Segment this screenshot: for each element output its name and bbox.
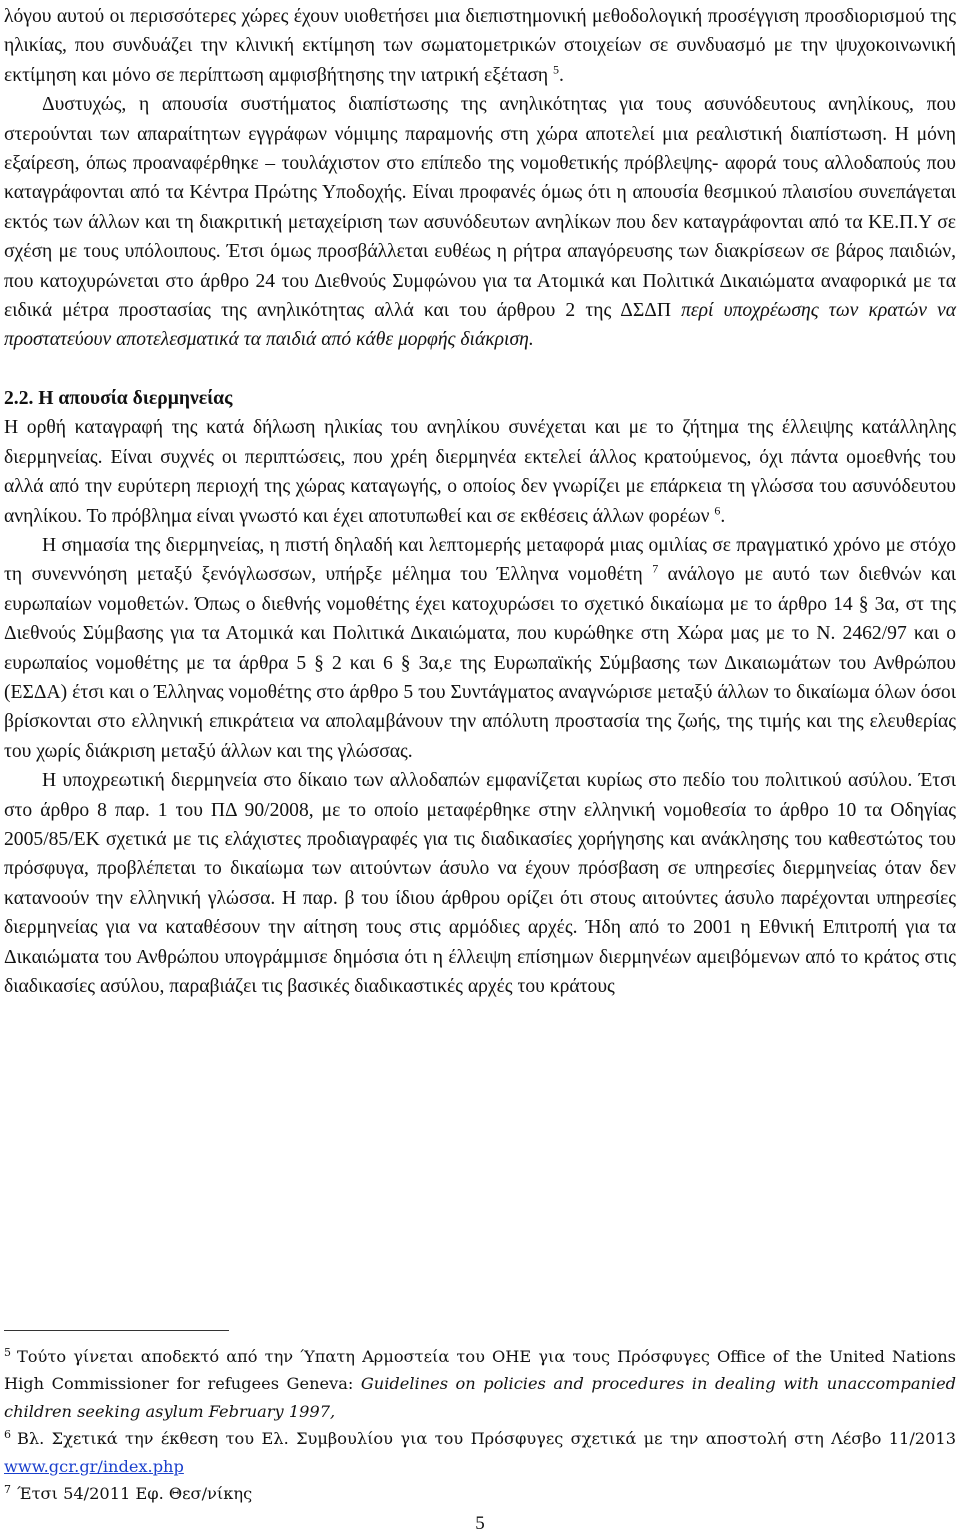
footnote-ref-7[interactable]: 7	[652, 561, 659, 576]
italic-phrase: περί υποχρέωσης των κρατών να προστατεύουν αποτελεσματικά τα παιδιά από κάθε μορφής διάκριση.	[4, 300, 957, 351]
footnotes	[4, 1330, 956, 1507]
paragraph-text: Η υποχρεωτική διερμηνεία στο δίκαιο των αλλοδαπών εμφανίζεται κυρίως στο πεδίο του πολιτικού ασύλου. Έτσι στο άρθρο 8 παρ. 1 του ΠΔ 90/2008, με το οποίο μεταφέρθηκε στην ελληνική νομοθεσία το άρθρο 10 τα Οδηγίας 2005/85/ΕΚ σχετικά με τις ελάχιστες προδιαγραφές για τις διαδικασίες χορήγησης και ανάκλησης του καθεστώτος του πρόσφυγα, προβλέπεται το δικαίωμα των αιτούντων άσυλο να έχουν πρόσβαση σε υπηρεσίες διερμηνείας όταν δεν κατανοούν την ελληνική γλώσσα. Η παρ. β του ίδιου άρθρου ορίζει ότι στους αιτούντες άσυλο παρέχονται υπηρεσίες διερμηνείας για να καταθέσουν την αίτηση τους στις αρμόδιες αρχές. Ήδη από το 2001 η Εθνική Επιτροπή για τα Δικαιώματα του Ανθρώπου υπογράμμισε δημόσια ότι η έλλειψη επίσημων διερμηνέων αμειβόμενων από το κράτος στις διαδικασίες ασύλου, παραβιάζει τις βασικές διαδικαστικές αρχές του κράτους	[4, 770, 956, 997]
paragraph-text: Δυστυχώς, η απουσία συστήματος διαπίστωσης της ανηλικότητας για τους ασυνόδευτους ανηλίκους, που στερούνται των απαραίτητων εγγράφων νόμιμης παραμονής στη χώρα αποτελεί μια ρεαλιστική διαπίστωση. Η μόνη εξαίρεση, όπως προαναφέρθηκε – τουλάχιστον στο επίπεδο της νομοθετικής πρόβλεψης- αφορά τους αλλοδαπούς που καταγράφονται από τα Κέντρα Πρώτης Υποδοχής. Είναι προφανές όμως ότι η απουσία θεσμικού πλαισίου συνεπάγεται εκτός των άλλων και τη διακριτική μεταχείριση των ασυνόδευτων ανηλίκων που δεν καταγράφονται από τα ΚΕ.Π.Υ σε σχέση με τους υπόλοιπους. Έτσι όμως προσβάλλεται ευθέως η ρήτρα απαγόρευσης των διακρίσεων σε βάρος παιδιών, που κατοχυρώνεται στο άρθρο 24 του Διεθνούς Συμφώνου για τα Ατομικά και Πολιτικά Δικαιώματα αναφορικά με τα ειδικά μέτρα προστασίας της ανηλικότητας αλλά και του άρθρου 2 της ΔΣΔΠ	[4, 94, 956, 322]
section-heading: 2.2. Η απουσία διερμηνείας	[4, 387, 233, 409]
footnote-5	[4, 1343, 956, 1425]
footnote-link[interactable]: www.gcr.gr/index.php	[4, 1456, 184, 1476]
paragraph-1	[4, 90, 956, 355]
paragraph-4	[4, 766, 956, 1001]
footnote-number: 6	[4, 1427, 11, 1441]
footnote-6	[4, 1425, 956, 1480]
paragraph-3	[4, 531, 956, 766]
footnote-number: 7	[4, 1482, 11, 1496]
footnote-number: 5	[4, 1345, 11, 1359]
footnote-ref-6[interactable]: 6	[714, 502, 721, 517]
spacer	[4, 355, 956, 384]
page-number: 5	[475, 1513, 485, 1534]
continuation-paragraph: λόγου αυτού οι περισσότερες χώρες έχουν υιοθετήσει μια διεπιστημονική μεθοδολογική προσέγγιση προσδιορισμού της ηλικίας, που συνδυάζει την κλινική εκτίμηση των σωματομετρικών στοιχείων σε συνδυασμό με την ψυχοκοινωνική εκτίμηση και μόνο σε περίπτωση αμφισβήτησης την ιατρική εξέταση $^5$.	[4, 6, 956, 86]
footnote-ref-5[interactable]: 5	[553, 62, 560, 77]
footnote-text: Βλ. Σχετικά την έκθεση του Ελ. Συμβουλίου για του Πρόσφυγες σχετικά με την αποστολή στη Λέσβο 11/2013	[17, 1429, 956, 1449]
footnote-text: Τούτο γίνεται αποδεκτό από την Ύπατη Αρμοστεία του ΟΗΕ για τους Πρόσφυγες Office of the United Nations High Commissioner for refugees Geneva:	[4, 1347, 956, 1394]
paragraph-text: ανάλογο με αυτό των διεθνών και ευρωπαίων νομοθετών. Όπως ο διεθνής νομοθέτης έχει κατοχυρώσει το σχετικό δικαίωμα με το άρθρο 14 § 3α, στ της Διεθνούς Σύμβασης για τα Ατομικά και Πολιτικά Δικαιώματα, που κυρώθηκε στη Χώρα μας με το Ν. 2462/97 και ο ευρωπαίος νομοθέτης με τα άρθρα 5 § 2 και 6 § 3α,ε της Ευρωπαϊκής Σύμβασης των Δικαιωμάτων του Ανθρώπου (ΕΣΔΑ) έτσι και ο Έλληνας νομοθέτης στο άρθρο 5 του Συντάγματος αναγνώρισε μεταξύ άλλων το δικαίωμα όλων όσοι βρίσκονται στο ελληνική επικράτεια να απολαμβάνουν την απόλυτη προστασία της ζωής, της τιμής και της ελευθερίας του χωρίς διάκριση μεταξύ άλλων και της γλώσσας.	[4, 564, 956, 762]
body-text	[4, 2, 956, 1001]
footnote-7	[4, 1480, 956, 1507]
paragraph-text: λόγου αυτού οι περισσότερες χώρες έχουν υιοθετήσει μια διεπιστημονική μεθοδολογική προσέγγιση προσδιορισμού της ηλικίας, που συνδυάζει την κλινική εκτίμηση των σωματομετρικών στοιχείων σε συνδυασμό με την ψυχοκοινωνική εκτίμηση και μόνο σε περίπτωση αμφισβήτησης την ιατρική εξέταση	[4, 6, 956, 86]
paragraph-text: Η ορθή καταγραφή της κατά δήλωση ηλικίας του ανηλίκου συνέχεται και με το ζήτημα της έλλειψης κατάλληλης διερμηνείας. Είναι συχνές οι περιπτώσεις, που χρέη διερμηνέα εκτελεί άλλος κρατούμενος, όχι πάντα ομοεθνής του αλλά από την ευρύτερη περιοχή της χώρας καταγωγής, ο οποίος δεν γνωρίζει με επάρκεια τη γλώσσα του ασυνόδευτου ανηλίκου. Το πρόβλημα είναι γνωστό και έχει αποτυπωθεί και σε εκθέσεις άλλων φορέων	[4, 417, 956, 527]
footnote-text: Έτσι 54/2011 Εφ. Θεσ/νίκης	[17, 1484, 253, 1504]
paragraph-2: Η ορθή καταγραφή της κατά δήλωση ηλικίας του ανηλίκου συνέχεται και με το ζήτημα της έλλειψης κατάλληλης διερμηνείας. Είναι συχνές οι περιπτώσεις, που χρέη διερμηνέα εκτελεί άλλος κρατούμενος, όχι πάντα ομοεθνής του αλλά από την ευρύτερη περιοχή της χώρας καταγωγής, ο οποίος δεν γνωρίζει με επάρκεια τη γλώσσα του ασυνόδευτου ανηλίκου. Το πρόβλημα είναι γνωστό και έχει αποτυπωθεί και σε εκθέσεις άλλων φορέων $^6$.	[4, 417, 956, 527]
footnote-italic: Guidelines on policies and procedures in dealing with unaccompanied children seeking asylum February 1997,	[4, 1374, 957, 1421]
paragraph-text: Η σημασία της διερμηνείας, η πιστή δηλαδή και λεπτομερής μεταφορά μιας ομιλίας σε πραγματικό χρόνο με στόχο τη συνεννόηση μεταξύ ξενόγλωσσων, υπήρξε μέλημα του Έλληνα νομοθέτη	[4, 534, 956, 586]
footnote-divider	[4, 1330, 229, 1331]
